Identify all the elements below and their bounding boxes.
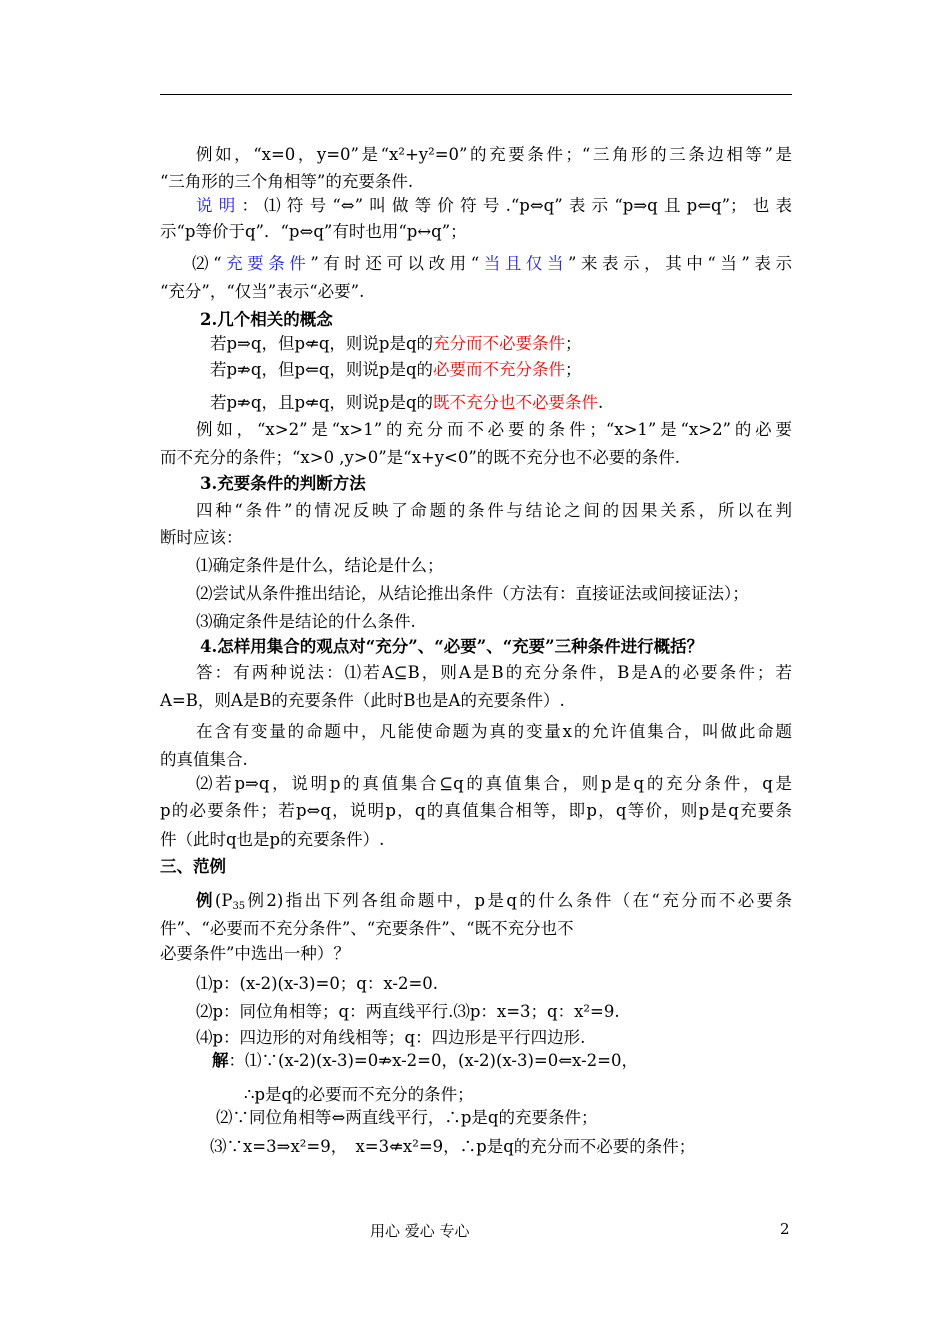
note-line: [160, 194, 792, 218]
example-label: 例: [196, 891, 215, 910]
solution-line: ∴p是q的必要而不充分的条件；: [244, 1085, 474, 1104]
paragraph-line: 在含有变量的命题中，凡能使命题为真的变量x的允许值集合，叫做此命题: [196, 722, 792, 741]
list-item: ⑶确定条件是结论的什么条件.: [196, 612, 416, 631]
footer-text: 用心 爱心 专心: [370, 1222, 470, 1240]
term-highlight: 当且仅当: [479, 254, 568, 273]
text-run: 例2)指出下列各组命题中，p是q的什么条件（在“充分而不必要条: [245, 891, 793, 910]
list-item: ⑵尝试从条件推出结论，从结论推出条件（方法有：直接证法或间接证法）；: [196, 584, 749, 603]
text-run: ；: [565, 334, 582, 353]
section-heading: 3.充要条件的判断方法: [200, 474, 366, 493]
page-number: 2: [780, 1220, 790, 1238]
text-run: .: [598, 393, 604, 412]
example-line: 必要条件”中选出一种）？: [160, 944, 350, 963]
term-highlight: 充要条件: [221, 254, 311, 273]
paragraph-line: 的真值集合.: [160, 750, 248, 769]
solution-line: ⑶∵x=3⇒x²=9， x=3⇍x²=9，∴p是q的充分而不必要的条件；: [210, 1137, 696, 1156]
example-line: [160, 889, 792, 913]
example-line: 件”、“必要而不充分条件”、“充要条件”、“既不充分也不: [160, 919, 574, 938]
text-run: 若p⇏q，但p⇐q，则说p是q的: [210, 360, 434, 379]
paragraph-line: 例如，“x=0，y=0”是“x²+y²=0”的充要条件；“三角形的三条边相等”是: [196, 145, 792, 164]
text-run: ”有时还可以改用“: [310, 254, 480, 273]
text-run: ；: [565, 360, 582, 379]
paragraph-line: p的必要条件；若p⇔q，说明p，q的真值集合相等，即p，q等价，则p是q充要条: [160, 801, 792, 820]
note-text: ：⑴符号“⇔”叫做等价符号.“p⇔q”表示“p⇒q且p⇐q”；也表: [241, 196, 793, 215]
section-heading: 4.怎样用集合的观点对“充分”、“必要”、“充要”三种条件进行概括？: [200, 637, 704, 656]
section-heading: 三、范例: [160, 857, 226, 876]
term-highlight: 既不充分也不必要条件: [433, 393, 599, 412]
solution-line: ⑵∵同位角相等⇔两直线平行，∴p是q的充要条件；: [216, 1108, 598, 1127]
note-line: “充分”，“仅当”表示“必要”.: [160, 282, 365, 301]
list-item: ⑴确定条件是什么，结论是什么；: [196, 556, 444, 575]
paragraph-line: A=B，则A是B的充要条件（此时B也是A的充要条件）.: [160, 691, 565, 710]
note-line: 示“p等价于q”．“p⇔q”有时也用“p↔q”；: [160, 222, 467, 241]
section-heading: 2.几个相关的概念: [200, 310, 333, 329]
question-item: ⑷p：四边形的对角线相等；q：四边形是平行四边形.: [196, 1028, 586, 1047]
concept-line: [210, 332, 582, 356]
note-label: 说明: [196, 196, 242, 215]
text-run: ⑵“: [192, 254, 222, 273]
text-run: ”来表示，其中“当”表示: [568, 254, 792, 273]
text-run: 若p⇏q，且p⇍q，则说p是q的: [210, 393, 434, 412]
question-item: ⑵p：同位角相等；q：两直线平行.⑶p：x=3；q：x²=9.: [196, 1002, 620, 1021]
concept-line: [210, 391, 603, 415]
term-highlight: 必要而不充分条件: [433, 360, 566, 379]
header-rule: [160, 94, 792, 95]
paragraph-line: 例如，“x>2”是“x>1”的充分而不必要的条件；“x>1”是“x>2”的必要: [196, 420, 792, 439]
subscript: 35: [232, 901, 246, 912]
concept-line: [210, 358, 582, 382]
paragraph-line: 答：有两种说法：⑴若A⊆B，则A是B的充分条件，B是A的必要条件；若: [196, 663, 792, 682]
paragraph-line: 而不充分的条件；“x>0 ,y>0”是“x+y<0”的既不充分也不必要的条件.: [160, 448, 681, 467]
term-highlight: 充分而不必要条件: [433, 334, 566, 353]
text-run: (P: [214, 891, 233, 910]
paragraph-line: 四种“条件”的情况反映了命题的条件与结论之间的因果关系，所以在判: [196, 501, 792, 520]
solution-line: [212, 1049, 638, 1073]
solution-label: 解: [212, 1051, 229, 1070]
paragraph-line: 断时应该：: [160, 528, 243, 547]
paragraph-line: ⑵若p⇒q，说明p的真值集合⊆q的真值集合，则p是q的充分条件，q是: [196, 774, 792, 793]
question-item: ⑴p：(x-2)(x-3)=0；q：x-2=0.: [196, 974, 439, 993]
paragraph-line: “三角形的三个角相等”的充要条件.: [160, 172, 414, 191]
text-run: ：⑴∵(x-2)(x-3)=0⇏x-2=0，(x-2)(x-3)=0⇐x-2=0，: [228, 1051, 638, 1070]
paragraph-line: 件（此时q也是p的充要条件）.: [160, 830, 385, 849]
note-line: [160, 252, 792, 276]
text-run: 若p⇒q，但p⇍q，则说p是q的: [210, 334, 434, 353]
